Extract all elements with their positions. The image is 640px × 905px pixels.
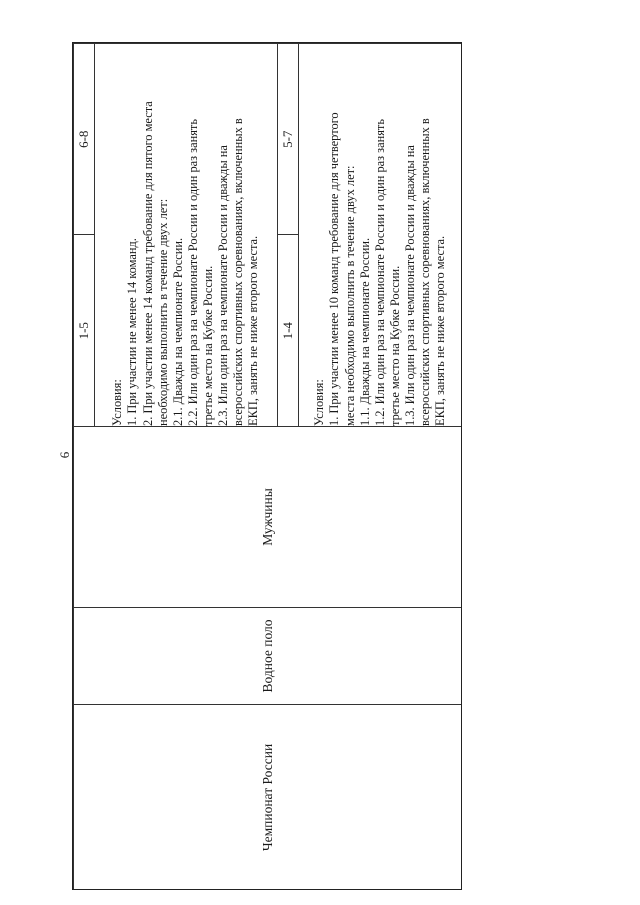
condition-line: 1. При участии менее 10 команд требование для четвертого: [327, 112, 342, 426]
condition-line: 2.1. Дважды на чемпионате России.: [170, 237, 185, 426]
document-sheet: [72, 42, 462, 890]
condition-line: Условия:: [312, 379, 327, 426]
conditions-cell-1: [95, 44, 278, 427]
condition-line: третье место на Кубке России.: [200, 265, 215, 426]
condition-line: 2.2. Или один раз на чемпионате России и один раз занять: [185, 119, 200, 426]
place-main-1: 1-5: [74, 235, 95, 427]
condition-line: 2.3. Или один раз на чемпионате России и дважды на: [215, 145, 230, 426]
gender-cell: Мужчины: [74, 427, 463, 608]
condition-line: 1.2. Или один раз на чемпионате России и один раз занять: [372, 119, 387, 426]
place-alt-2: 5-7: [277, 44, 298, 236]
page-number: 6: [57, 451, 72, 459]
condition-line: необходимо выполнить в течение двух лет:: [155, 198, 170, 426]
condition-line: Условия:: [110, 379, 125, 426]
condition-line: всероссийских спортивных соревнованиях, включенных в: [418, 118, 433, 426]
place-alt-1: 6-8: [74, 44, 95, 236]
conditions-block-2: [312, 44, 448, 426]
condition-line: места необходимо выполнить в течение двух лет:: [342, 165, 357, 426]
condition-line: ЕКП, занять не ниже второго места.: [246, 235, 261, 426]
condition-line: 2. При участии менее 14 команд требование для пятого места: [140, 101, 155, 426]
sport-cell: Водное поло: [74, 608, 463, 705]
conditions-cell-2: [298, 44, 462, 427]
condition-line: третье место на Кубке России.: [387, 265, 402, 426]
condition-line: 1.1. Дважды на чемпионате России.: [357, 237, 372, 426]
rotated-table-wrapper: [73, 43, 462, 890]
condition-line: ЕКП, занять не ниже второго места.: [433, 235, 448, 426]
competition-cell: Чемпионат России: [74, 705, 463, 891]
conditions-block-1: [110, 44, 261, 426]
condition-line: 1. При участии не менее 14 команд.: [125, 238, 140, 426]
condition-line: 1.3. Или один раз на чемпионате России и дважды на: [402, 145, 417, 426]
condition-line: всероссийских спортивных соревнованиях, включенных в: [231, 118, 246, 426]
sport-requirements-table: [73, 43, 462, 890]
place-main-2: 1-4: [277, 235, 298, 427]
